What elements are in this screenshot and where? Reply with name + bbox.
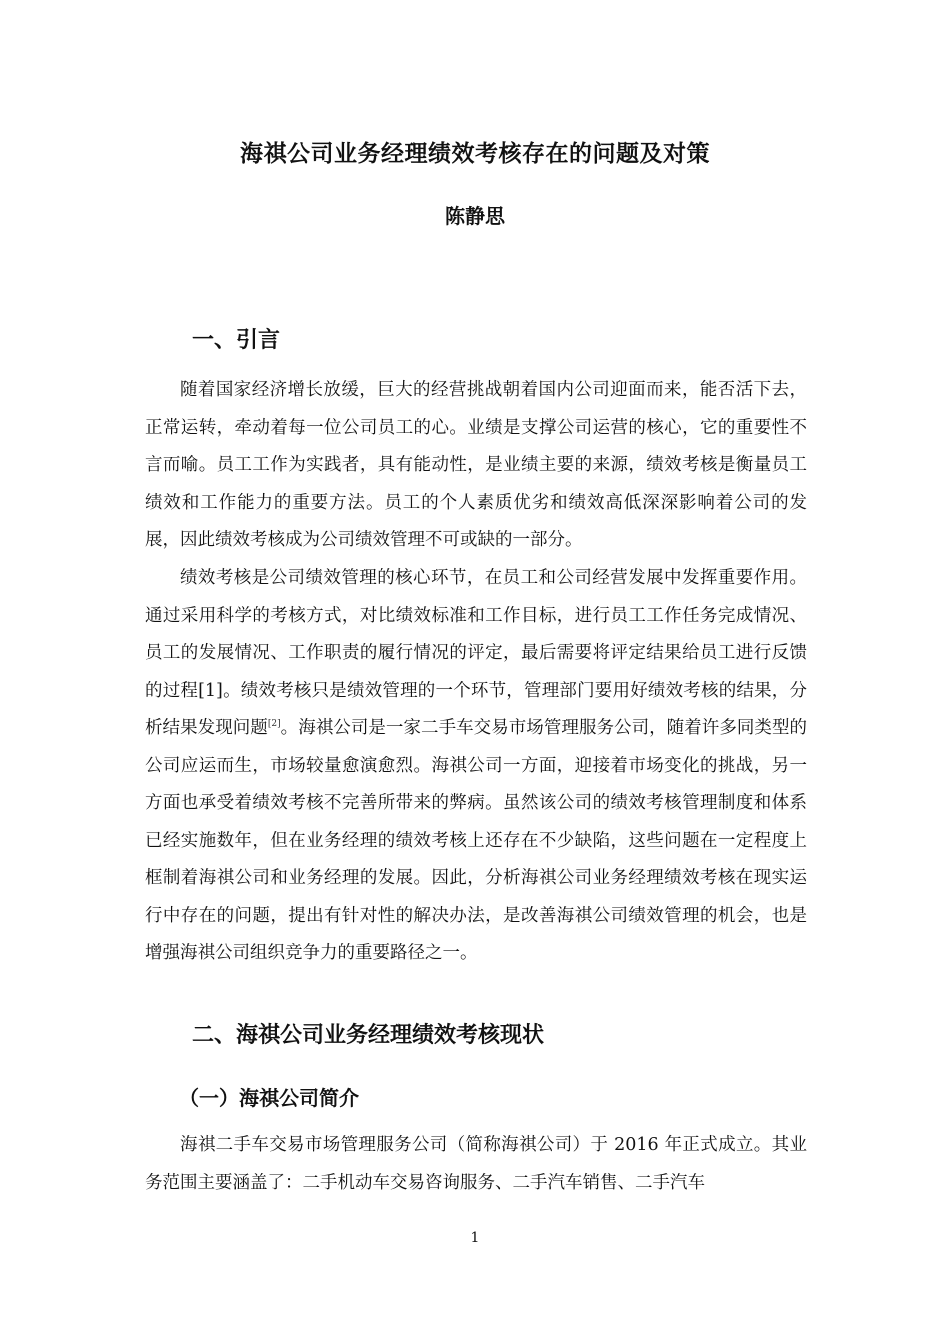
document-title: 海祺公司业务经理绩效考核存在的问题及对策 (240, 141, 710, 167)
subsection-heading-company-profile: （一）海祺公司简介 (179, 1086, 359, 1110)
section-heading-introduction: 一、引言 (192, 328, 281, 353)
intro-paragraph-2-text-a: 绩效考核是公司绩效管理的核心环节，在员工和公司经营发展中发挥重要作用。通过采用科学的考核方式，对比绩效标准和工作目标，进行员工工作任务完成情况、员工的发展情况、工作职责的履行情况的评定，最后需要将评定结果给员工进行反馈的过程[1]。绩效考核只是绩效管理的一个环节，管理部门要用好绩效考核的结果，分析结果发现问题 (145, 568, 807, 738)
intro-paragraph-2-text-b: 。海祺公司是一家二手车交易市场管理服务公司，随着许多同类型的公司应运而生，市场较量愈演愈烈。海祺公司一方面，迎接着市场变化的挑战，另一方面也承受着绩效考核不完善所带来的弊病。虽然该公司的绩效考核管理制度和体系已经实施数年，但在业务经理的绩效考核上还存在不少缺陷，这些问题在一定程度上框制着海祺公司和业务经理的发展。因此，分析海祺公司业务经理绩效考核在现实运行中存在的问题，提出有针对性的解决办法，是改善海祺公司绩效管理的机会，也是增强海祺公司组织竞争力的重要路径之一。 (145, 718, 808, 963)
author-name: 陈静思 (445, 204, 505, 228)
page-number: 1 (470, 1230, 480, 1246)
company-profile-paragraph: 海祺二手车交易市场管理服务公司（简称海祺公司）于 2016 年正式成立。其业务范围主要涵盖了：二手机动车交易咨询服务、二手汽车销售、二手汽车 (145, 1135, 807, 1193)
citation-marker: [2] (267, 719, 281, 730)
intro-paragraph-1: 随着国家经济增长放缓，巨大的经营挑战朝着国内公司迎面而来，能否活下去，正常运转，牵动着每一位公司员工的心。业绩是支撑公司运营的核心，它的重要性不言而喻。员工工作为实践者，具有能动性，是业绩主要的来源，绩效考核是衡量员工绩效和工作能力的重要方法。员工的个人素质优劣和绩效高低深深影响着公司的发展，因此绩效考核成为公司绩效管理不可或缺的一部分。 (145, 380, 807, 550)
intro-paragraph-2 (145, 560, 807, 973)
section-heading-status: 二、海祺公司业务经理绩效考核现状 (192, 1023, 545, 1048)
